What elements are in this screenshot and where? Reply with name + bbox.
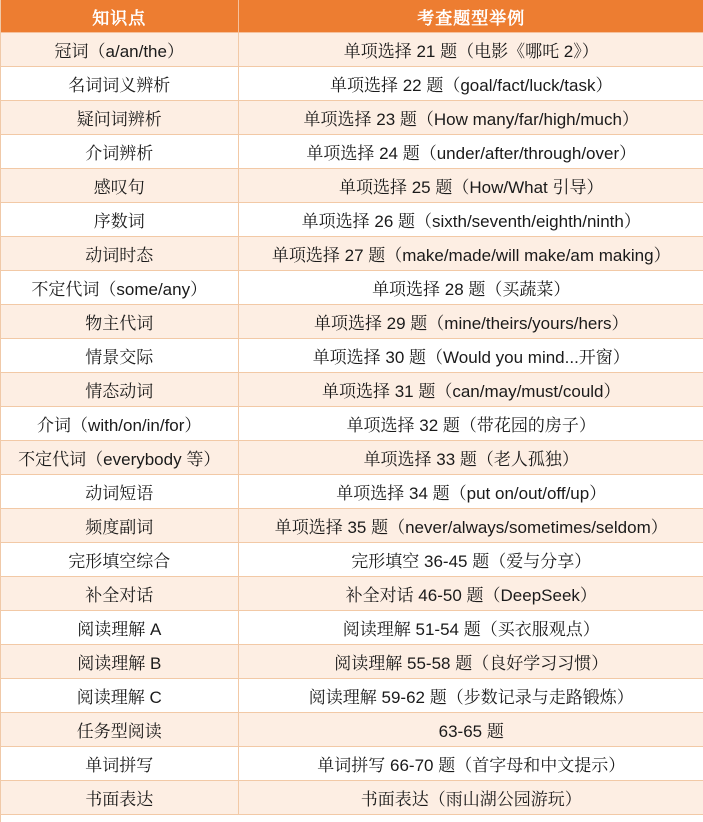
example-cell: 书面表达（雨山湖公园游玩） bbox=[238, 781, 703, 815]
example-cell: 单项选择 33 题（老人孤独） bbox=[238, 441, 703, 475]
table-row bbox=[1, 339, 703, 373]
knowledge-point-cell: 单词拼写 bbox=[1, 747, 238, 781]
example-cell: 单项选择 31 题（can/may/must/could） bbox=[238, 373, 703, 407]
example-cell: 单项选择 35 题（never/always/sometimes/seldom） bbox=[238, 509, 703, 543]
knowledge-point-cell: 冠词（a/an/the） bbox=[1, 33, 238, 67]
header-row bbox=[1, 0, 703, 33]
knowledge-point-cell: 阅读理解 A bbox=[1, 611, 238, 645]
example-cell: 单项选择 34 题（put on/out/off/up） bbox=[238, 475, 703, 509]
example-cell: 63-65 题 bbox=[238, 713, 703, 747]
table-row bbox=[1, 679, 703, 713]
knowledge-point-cell: 阅读理解 C bbox=[1, 679, 238, 713]
table-row bbox=[1, 713, 703, 747]
table-row bbox=[1, 407, 703, 441]
example-cell: 单项选择 21 题（电影《哪吒 2》） bbox=[238, 33, 703, 67]
example-cell: 单项选择 27 题（make/made/will make/am making） bbox=[238, 237, 703, 271]
table-row bbox=[1, 67, 703, 101]
example-cell: 单项选择 25 题（How/What 引导） bbox=[238, 169, 703, 203]
knowledge-point-cell: 名词词义辨析 bbox=[1, 67, 238, 101]
knowledge-point-cell: 任务型阅读 bbox=[1, 713, 238, 747]
knowledge-point-cell: 完形填空综合 bbox=[1, 543, 238, 577]
table-row bbox=[1, 237, 703, 271]
table-row bbox=[1, 475, 703, 509]
knowledge-point-cell: 不定代词（some/any） bbox=[1, 271, 238, 305]
table-row bbox=[1, 441, 703, 475]
knowledge-point-cell: 序数词 bbox=[1, 203, 238, 237]
table-row bbox=[1, 203, 703, 237]
knowledge-point-cell: 动词短语 bbox=[1, 475, 238, 509]
table-row bbox=[1, 169, 703, 203]
knowledge-point-cell: 书面表达 bbox=[1, 781, 238, 815]
example-cell: 单项选择 24 题（under/after/through/over） bbox=[238, 135, 703, 169]
example-cell: 单项选择 32 题（带花园的房子） bbox=[238, 407, 703, 441]
knowledge-point-cell: 动词时态 bbox=[1, 237, 238, 271]
example-cell: 单项选择 23 题（How many/far/high/much） bbox=[238, 101, 703, 135]
example-cell: 单项选择 29 题（mine/theirs/yours/hers） bbox=[238, 305, 703, 339]
knowledge-point-cell: 频度副词 bbox=[1, 509, 238, 543]
header-example: 考查题型举例 bbox=[238, 0, 703, 33]
example-cell: 阅读理解 51-54 题（买衣服观点） bbox=[238, 611, 703, 645]
knowledge-point-cell: 疑问词辨析 bbox=[1, 101, 238, 135]
table-row bbox=[1, 373, 703, 407]
knowledge-table bbox=[1, 0, 703, 815]
table-row bbox=[1, 577, 703, 611]
table-row bbox=[1, 509, 703, 543]
example-cell: 阅读理解 59-62 题（步数记录与走路锻炼） bbox=[238, 679, 703, 713]
table-row bbox=[1, 271, 703, 305]
table-row bbox=[1, 781, 703, 815]
example-cell: 单项选择 30 题（Would you mind...开窗） bbox=[238, 339, 703, 373]
table-row bbox=[1, 543, 703, 577]
table-row bbox=[1, 645, 703, 679]
table-row bbox=[1, 305, 703, 339]
example-cell: 单项选择 28 题（买蔬菜） bbox=[238, 271, 703, 305]
example-cell: 单项选择 26 题（sixth/seventh/eighth/ninth） bbox=[238, 203, 703, 237]
example-cell: 单词拼写 66-70 题（首字母和中文提示） bbox=[238, 747, 703, 781]
table-row bbox=[1, 611, 703, 645]
table-row bbox=[1, 135, 703, 169]
table-body bbox=[1, 33, 703, 815]
example-cell: 阅读理解 55-58 题（良好学习习惯） bbox=[238, 645, 703, 679]
table-row bbox=[1, 747, 703, 781]
knowledge-point-cell: 不定代词（everybody 等） bbox=[1, 441, 238, 475]
table-row bbox=[1, 101, 703, 135]
knowledge-point-cell: 介词（with/on/in/for） bbox=[1, 407, 238, 441]
header-knowledge-point: 知识点 bbox=[1, 0, 238, 33]
knowledge-point-cell: 物主代词 bbox=[1, 305, 238, 339]
knowledge-point-cell: 感叹句 bbox=[1, 169, 238, 203]
table-row bbox=[1, 33, 703, 67]
example-cell: 完形填空 36-45 题（爱与分享） bbox=[238, 543, 703, 577]
knowledge-point-cell: 补全对话 bbox=[1, 577, 238, 611]
table-header bbox=[1, 0, 703, 33]
knowledge-point-cell: 阅读理解 B bbox=[1, 645, 238, 679]
knowledge-point-cell: 介词辨析 bbox=[1, 135, 238, 169]
example-cell: 补全对话 46-50 题（DeepSeek） bbox=[238, 577, 703, 611]
knowledge-point-cell: 情态动词 bbox=[1, 373, 238, 407]
example-cell: 单项选择 22 题（goal/fact/luck/task） bbox=[238, 67, 703, 101]
knowledge-point-cell: 情景交际 bbox=[1, 339, 238, 373]
